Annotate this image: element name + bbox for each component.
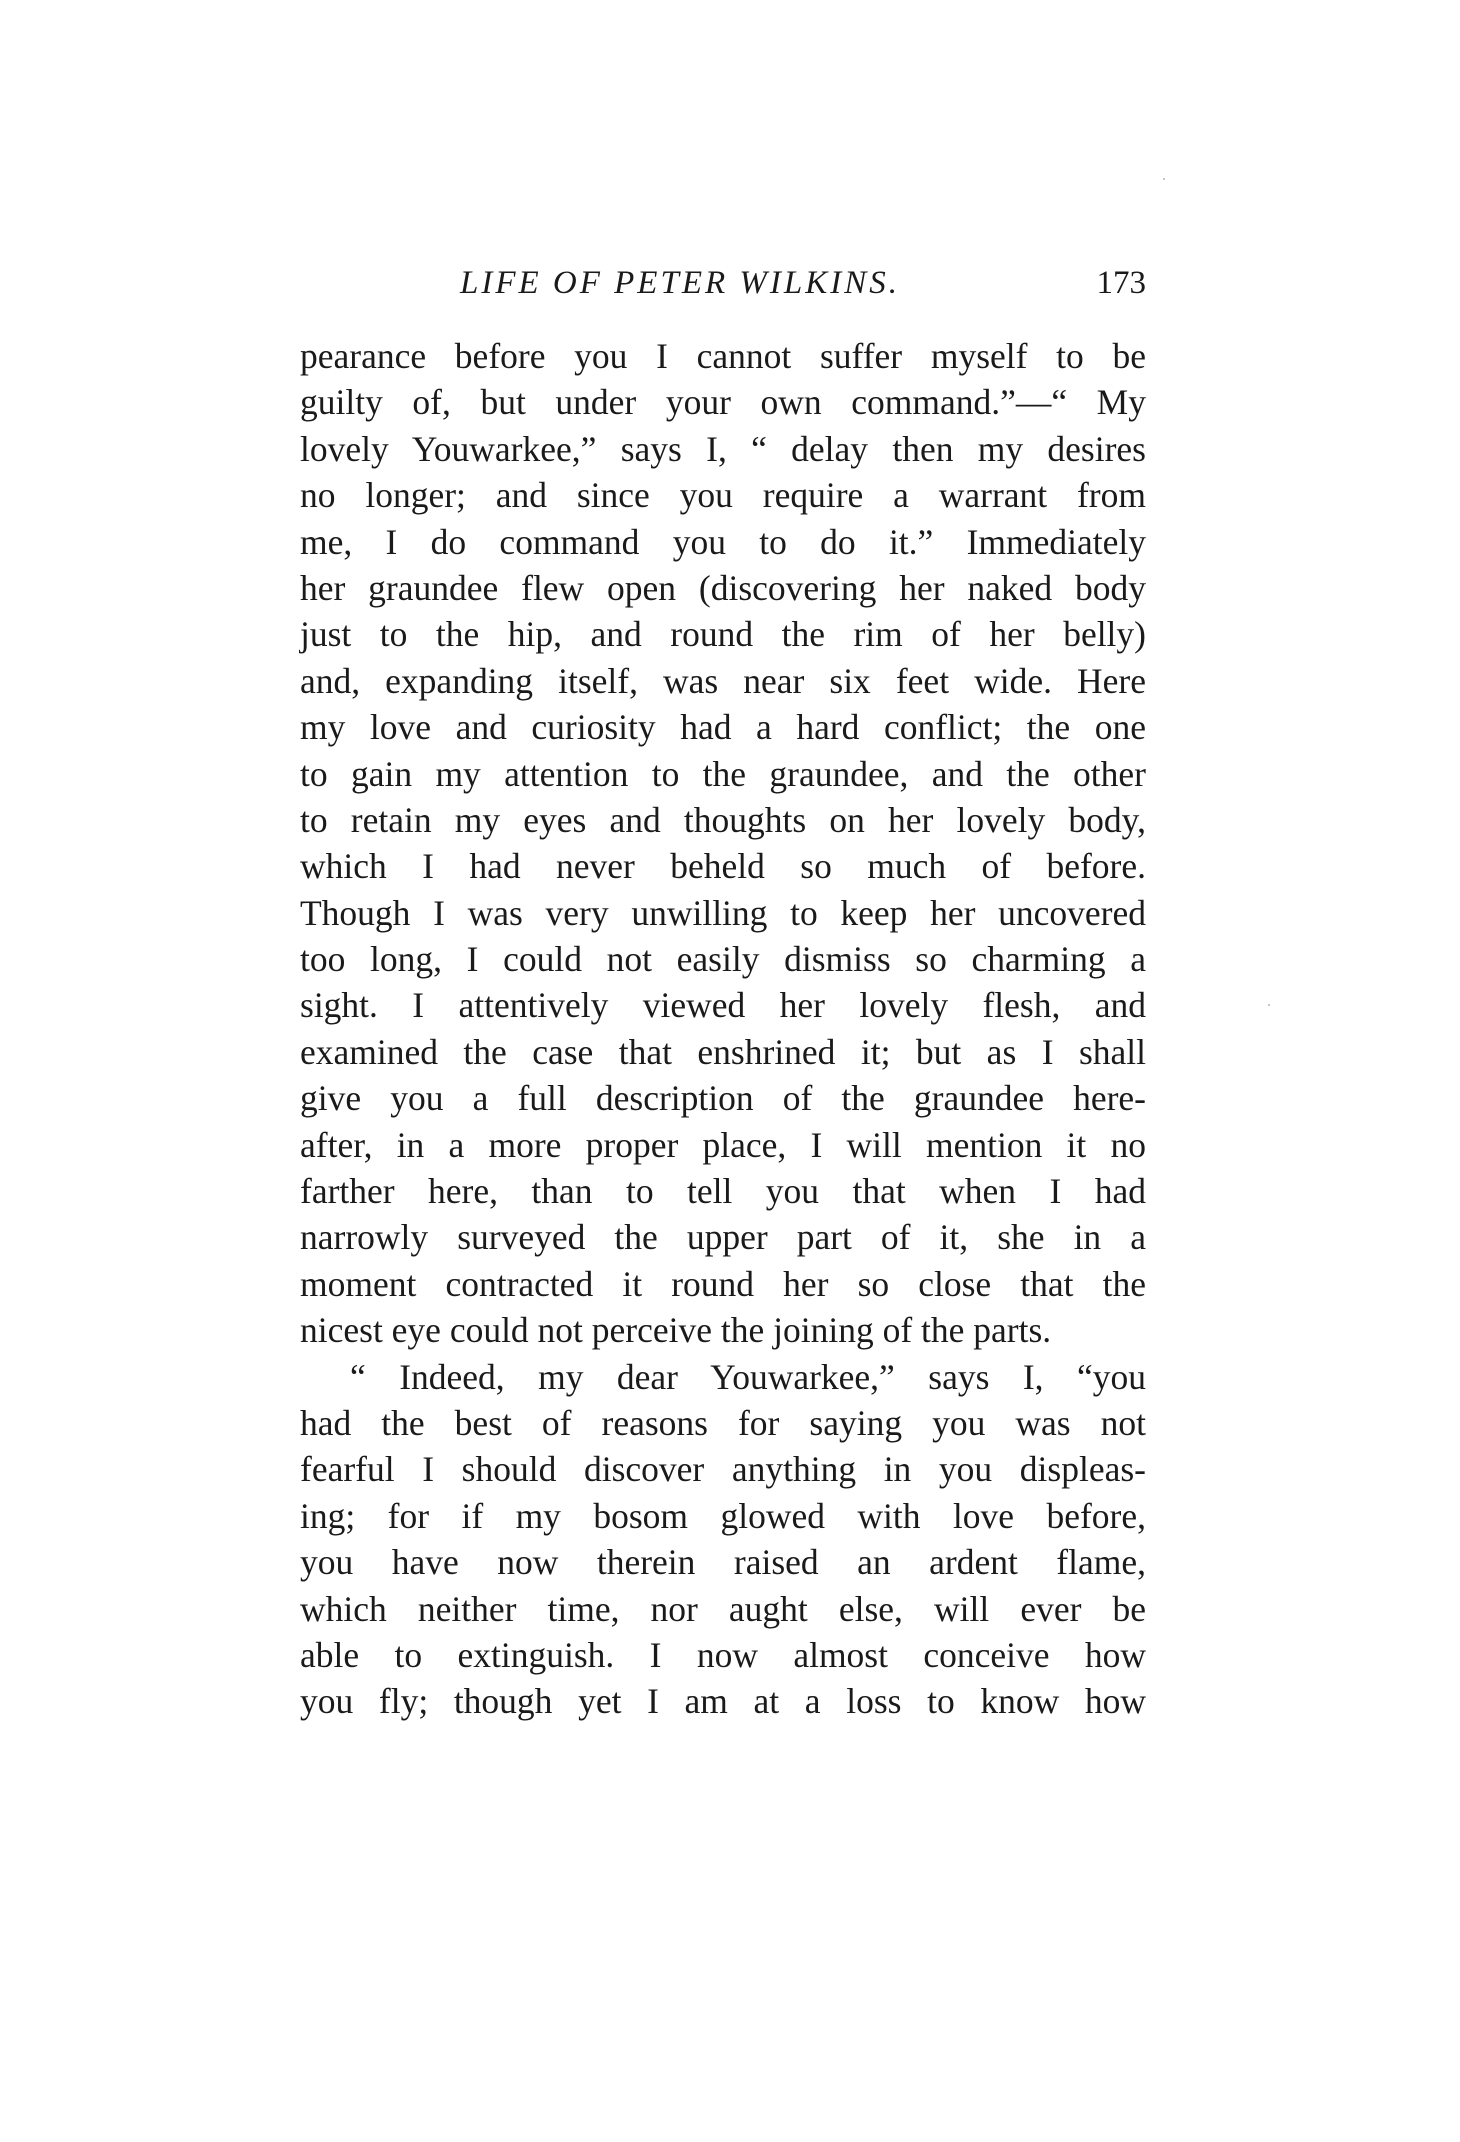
text-line: my love and curiosity had a hard conflict; the one [300, 707, 1146, 748]
text-line: guilty of, but under your own command.”—“ My [300, 382, 1146, 423]
running-title: LIFE OF PETER WILKINS. [460, 265, 900, 301]
text-line-paragraph-end: nicest eye could not perceive the joining of the parts. [300, 1310, 1052, 1351]
text-line: ing; for if my bosom glowed with love before, [300, 1495, 1146, 1536]
text-line: too long, I could not easily dismiss so charming a [300, 939, 1146, 980]
text-line: to retain my eyes and thoughts on her lovely body, [300, 799, 1146, 840]
text-line: and, expanding itself, was near six feet wide. Here [300, 660, 1146, 701]
text-line: had the best of reasons for saying you was not [300, 1402, 1146, 1443]
text-line: to gain my attention to the graundee, and the other [300, 753, 1146, 794]
text-line: you fly; though yet I am at a loss to know how [300, 1681, 1146, 1722]
text-line: lovely Youwarkee,” says I, “ delay then my desires [300, 428, 1146, 469]
text-line: just to the hip, and round the rim of her belly) [300, 614, 1146, 655]
text-line: able to extinguish. I now almost conceive how [300, 1634, 1146, 1675]
text-line: farther here, than to tell you that when I had [300, 1171, 1146, 1212]
body-text [300, 333, 1146, 1725]
text-line: after, in a more proper place, I will mention it no [300, 1124, 1146, 1165]
scan-speck [1268, 1004, 1270, 1006]
text-line: moment contracted it round her so close that the [300, 1263, 1146, 1304]
text-line: me, I do command you to do it.” Immediately [300, 521, 1146, 562]
text-line: Though I was very unwilling to keep her uncovered [300, 892, 1146, 933]
text-line: which neither time, nor aught else, will ever be [300, 1588, 1146, 1629]
text-line: you have now therein raised an ardent flame, [300, 1542, 1146, 1583]
text-line: narrowly surveyed the upper part of it, she in a [300, 1217, 1146, 1258]
text-line: no longer; and since you require a warrant from [300, 475, 1146, 516]
text-line: examined the case that enshrined it; but as I shall [300, 1031, 1146, 1072]
page-number: 173 [1096, 265, 1146, 301]
text-line: which I had never beheld so much of before. [300, 846, 1146, 887]
text-line: sight. I attentively viewed her lovely flesh, and [300, 985, 1146, 1026]
text-line: pearance before you I cannot suffer myself to be [300, 336, 1146, 376]
text-line: her graundee flew open (discovering her naked body [300, 567, 1146, 608]
text-line-paragraph-start: “ Indeed, my dear Youwarkee,” says I, “you [350, 1356, 1146, 1397]
scan-speck [1163, 178, 1165, 180]
text-line: give you a full description of the graundee here- [300, 1078, 1146, 1119]
running-head [300, 258, 1146, 308]
text-line: fearful I should discover anything in you displeas- [300, 1449, 1146, 1490]
